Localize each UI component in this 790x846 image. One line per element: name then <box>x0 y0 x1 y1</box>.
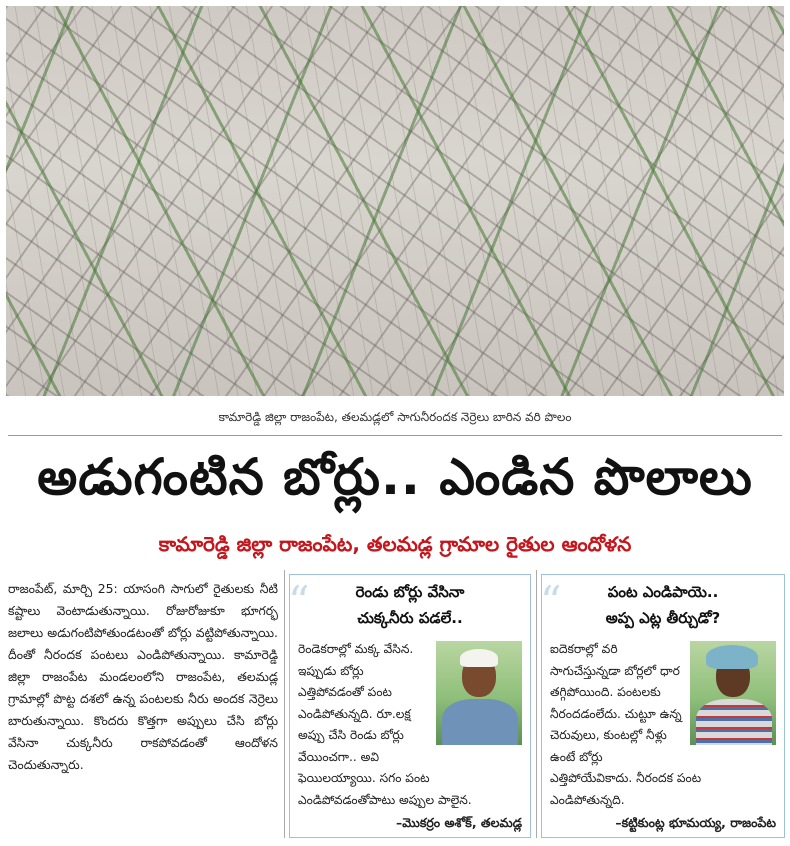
quote-icon: “ <box>288 577 310 626</box>
photo-caption: కామారెడ్డి జిల్లా రాజంపేట, తలమడ్లలో సాగునీరందక నెర్రెలు బారిన వరి పొలం <box>218 410 572 424</box>
quote-box-title <box>542 575 784 631</box>
quote-text: రెండెకరాల్లో మక్క వేసిన. ఇప్పుడు బోర్లు ఎత్తిపోవడంతో పంట ఎండిపోతున్నది. రూ.లక్ష అప్పు చేసి రెండు బోర్లు వేయించగా.. అవి ఫెయిలయ్యాయి. సగం పంట ఎండిపోవడంతోపాటు అప్పుల పాలైన. <box>298 642 472 807</box>
subhead: కామారెడ్డి జిల్లా రాజంపేట, తలమడ్ల గ్రామాల రైతుల ఆందోళన <box>158 532 632 556</box>
headline: అడుగంటిన బోర్లు.. ఎండిన పొలాలు <box>37 448 753 506</box>
quote-body <box>542 639 784 811</box>
main-article-text: రాజంపేట్, మార్చి 25: యాసంగి సాగులో రైతులకు నీటి కష్టాలు వెంటాడుతున్నాయి. రోజురోజుకూ భూగర్భ జలాలు అడుగంటిపోతుండటంతో బోర్లు వట్టిపోతున్నాయి. దీంతో నీరందక పంటలు ఎండిపోతున్నాయి. కామారెడ్డి జిల్లా రాజంపేట మండలంలోని రాజంపేట, తలమడ్ల గ్రామాల్లో పొట్ట దశలో ఉన్న పంటలకు నీరు అందక నెర్రెలు బారుతున్నాయి. కొందరు కొత్తగా అప్పులు చేసి బోర్లు వేసినా చుక్కనీరు రాకపోవడంతో ఆందోళన చెందుతున్నారు. <box>8 581 278 772</box>
quote-box-bhoomaiah <box>541 574 785 838</box>
quote-signature: –కట్టికుంట్ల భూమయ్య, రాజంపేట <box>615 815 776 830</box>
quote-body <box>290 639 530 811</box>
quote-title-line2: చుక్కనీరు పడలే.. <box>357 609 463 627</box>
quote-icon: “ <box>540 577 562 626</box>
quote-title-line2: అప్ప ఎట్ల తీర్చుడో? <box>605 609 721 627</box>
farmer-portrait <box>690 641 776 745</box>
quote-signature: –మొకర్రం అశోక్, తలమడ్ల <box>396 815 522 830</box>
column-divider <box>284 570 285 838</box>
column-divider <box>536 570 537 838</box>
quote-box-title <box>290 575 530 631</box>
divider <box>8 435 782 436</box>
cracked-field-photo <box>6 6 784 396</box>
quote-title-line1: పంట ఎండిపాయె.. <box>607 583 719 601</box>
farmer-portrait <box>436 641 522 745</box>
quote-title-line1: రెండు బోర్లు వేసినా <box>355 583 465 601</box>
quote-box-ashok <box>289 574 531 838</box>
quote-text: ఐదెకరాల్లో వరి సాగుచేస్తున్నడా బోర్లలో ధార తగ్గిపోయింది. పంటలకు నీరందడంలేదు. చుట్టూ ఉన్న చెరువులు, కుంటల్లో నీళ్లు ఉంటే బోర్లు ఎత్తిపోయేవికాదు. నీరందక పంట ఎండిపోతున్నది. <box>550 642 702 807</box>
